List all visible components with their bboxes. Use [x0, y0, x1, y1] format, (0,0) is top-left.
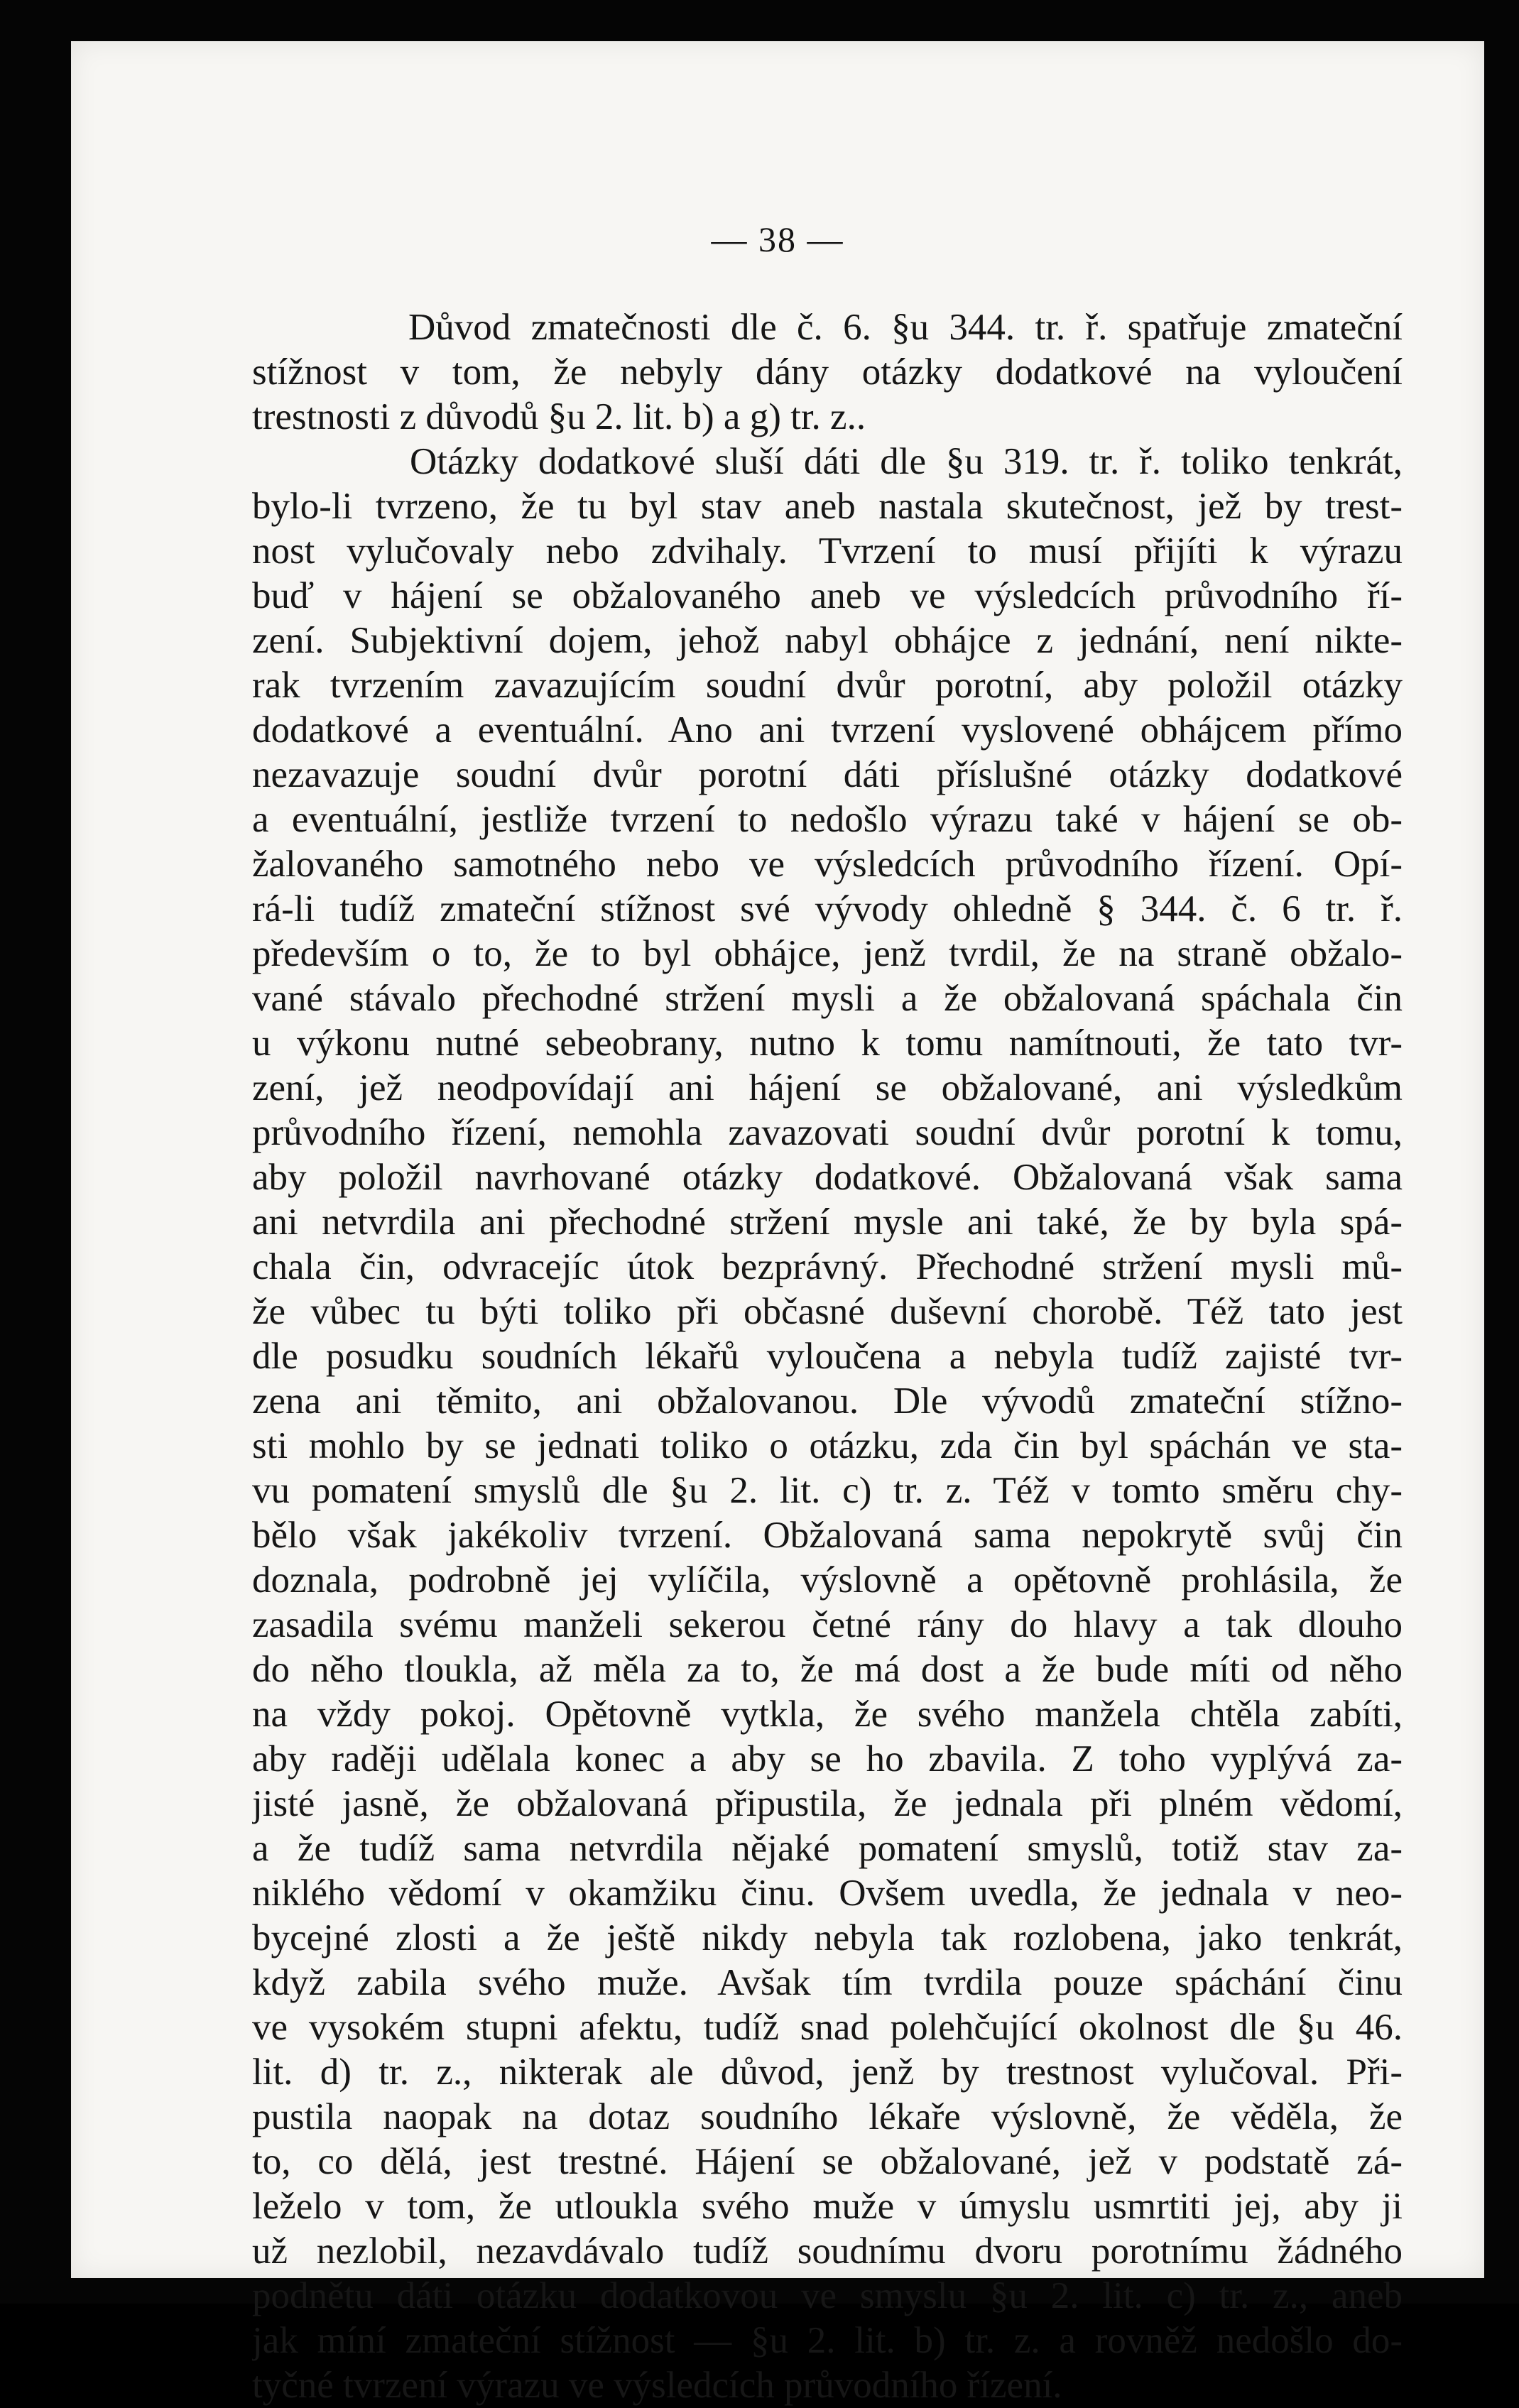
text-line: stížnost v tom, že nebyly dány otázky dodatkové na vyloučení: [252, 352, 1403, 393]
text-line: rak tvrzením zavazujícím soudní dvůr porotní, aby položil otázky: [252, 665, 1403, 706]
text-line: dodatkové a eventuální. Ano ani tvrzení vyslovené obhájcem přímo: [252, 709, 1403, 751]
text-line: a eventuální, jestliže tvrzení to nedošlo výrazu také v hájení se ob-: [252, 799, 1403, 840]
text-line: tyčné tvrzení výrazu ve výsledcích průvodního řízení.: [252, 2365, 1062, 2406]
text-line: žalovaného samotného nebo ve výsledcích průvodního řízení. Opí-: [252, 844, 1403, 885]
text-line: aby raději udělala konec a aby se ho zbavila. Z toho vyplývá za-: [252, 1738, 1403, 1780]
text-line: dle posudku soudních lékařů vyloučena a nebyla tudíž zajisté tvr-: [252, 1336, 1403, 1377]
text-line: leželo v tom, že utloukla svého muže v úmyslu usmrtiti jej, aby ji: [252, 2186, 1403, 2227]
text-line: na vždy pokoj. Opětovně vytkla, že svého manžela chtěla zabíti,: [252, 1694, 1403, 1735]
text-line: nezavazuje soudní dvůr porotní dáti příslušné otázky dodatkové: [252, 754, 1403, 795]
text-line: nost vylučovaly nebo zdvihaly. Tvrzení to musí přijíti k výrazu: [252, 530, 1403, 572]
text-line: sti mohlo by se jednati toliko o otázku, zda čin byl spáchán ve sta-: [252, 1425, 1403, 1466]
text-line: Důvod zmatečnosti dle č. 6. §u 344. tr. ř. spatřuje zmateční: [408, 307, 1403, 348]
text-line: to, co dělá, jest trestné. Hájení se obžalované, jež v podstatě zá-: [252, 2141, 1403, 2182]
text-line: průvodního řízení, nemohla zavazovati soudní dvůr porotní k tomu,: [252, 1112, 1403, 1153]
text-line: bělo však jakékoliv tvrzení. Obžalovaná sama nepokrytě svůj čin: [252, 1515, 1403, 1556]
text-line: bycejné zlosti a že ještě nikdy nebyla tak rozlobena, jako tenkrát,: [252, 1917, 1403, 1958]
text-line: zena ani těmito, ani obžalovanou. Dle vývodů zmateční stížno-: [252, 1380, 1403, 1422]
text-line: když zabila svého muže. Avšak tím tvrdila pouze spáchání činu: [252, 1962, 1403, 2003]
text-line: zení. Subjektivní dojem, jehož nabyl obhájce z jednání, není nikte-: [252, 620, 1403, 661]
text-line: jisté jasně, že obžalovaná připustila, že jednala při plném vědomí,: [252, 1783, 1403, 1824]
text-line: do něho tloukla, až měla za to, že má dost a že bude míti od něho: [252, 1649, 1403, 1690]
text-line: zasadila svému manželi sekerou četné rány do hlavy a tak dlouho: [252, 1604, 1403, 1645]
text-line: Otázky dodatkové sluší dáti dle §u 319. tr. ř. toliko tenkrát,: [410, 441, 1403, 482]
text-line: bylo-li tvrzeno, že tu byl stav aneb nastala skutečnost, jež by trest-: [252, 486, 1403, 527]
text-line: chala čin, odvracejíc útok bezprávný. Přechodné stržení mysli mů-: [252, 1246, 1403, 1287]
text-line: ve vysokém stupni afektu, tudíž snad polehčující okolnost dle §u 46.: [252, 2007, 1403, 2048]
book-page: [71, 41, 1484, 2406]
text-line: doznala, podrobně jej vylíčila, výslovně a opětovně prohlásila, že: [252, 1559, 1403, 1601]
text-line: podnětu dáti otázku dodatkovou ve smyslu §u 2. lit. c) tr. z., aneb: [252, 2275, 1403, 2316]
text-line: aby položil navrhované otázky dodatkové. Obžalovaná však sama: [252, 1157, 1403, 1198]
text-line: už nezlobil, nezavdávalo tudíž soudnímu dvoru porotnímu žádného: [252, 2230, 1403, 2272]
text-line: buď v hájení se obžalovaného aneb ve výsledcích průvodního ří-: [252, 575, 1403, 616]
text-line: především o to, že to byl obhájce, jenž tvrdil, že na straně obžalo-: [252, 933, 1403, 974]
text-line: rá-li tudíž zmateční stížnost své vývody ohledně § 344. č. 6 tr. ř.: [252, 888, 1403, 930]
text-line: trestnosti z důvodů §u 2. lit. b) a g) tr. z..: [252, 396, 866, 437]
body-text: [252, 305, 1403, 2408]
text-line: a že tudíž sama netvrdila nějaké pomatení smyslů, totiž stav za-: [252, 1828, 1403, 1869]
text-line: lit. d) tr. z., nikterak ale důvod, jenž by trestnost vylučoval. Při-: [252, 2052, 1403, 2093]
text-line: vu pomatení smyslů dle §u 2. lit. c) tr. z. Též v tomto směru chy-: [252, 1470, 1403, 1511]
text-line: jak míní zmateční stížnost — §u 2. lit. b) tr. z. a rovněž nedošlo do-: [252, 2320, 1403, 2361]
page-number: — 38 —: [711, 219, 844, 259]
text-line: u výkonu nutné sebeobrany, nutno k tomu namítnouti, že tato tvr-: [252, 1023, 1403, 1064]
text-line: vané stávalo přechodné stržení mysli a že obžalovaná spáchala čin: [252, 978, 1403, 1019]
text-line: že vůbec tu býti toliko při občasné duševní chorobě. Též tato jest: [252, 1291, 1403, 1332]
text-line: pustila naopak na dotaz soudního lékaře výslovně, že věděla, že: [252, 2096, 1403, 2137]
text-line: ani netvrdila ani přechodné stržení mysle ani také, že by byla spá-: [252, 1202, 1403, 1243]
text-line: zení, jež neodpovídají ani hájení se obžalované, ani výsledkům: [252, 1067, 1403, 1108]
text-line: niklého vědomí v okamžiku činu. Ovšem uvedla, že jednala v neo-: [252, 1873, 1403, 1914]
